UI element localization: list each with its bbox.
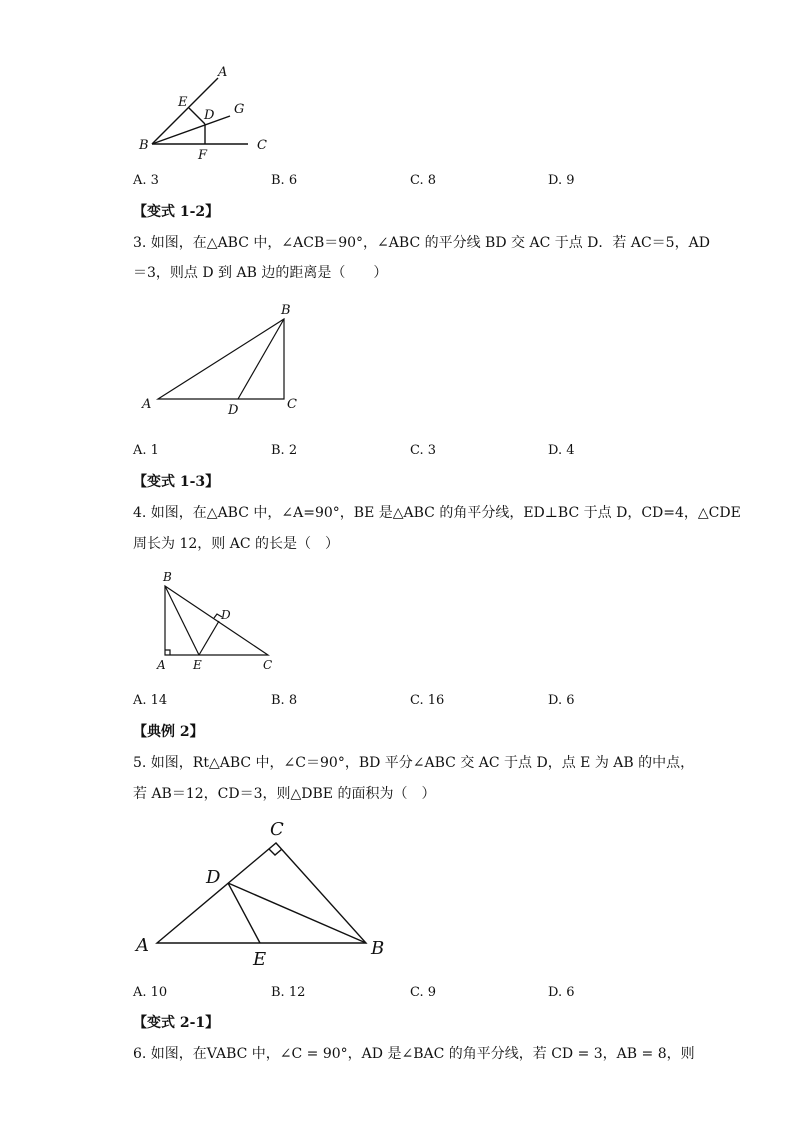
option-b: B. 2	[271, 443, 298, 458]
option-a: A. 3	[133, 173, 159, 188]
label-B: B	[281, 303, 291, 318]
label-A: A	[136, 935, 149, 956]
label-C: C	[270, 819, 284, 840]
label-E: E	[178, 95, 188, 110]
option-b: B. 6	[271, 173, 298, 188]
figure-right-triangle-4	[150, 568, 290, 676]
label-D: D	[221, 608, 231, 622]
label-C: C	[257, 138, 267, 153]
label-E: E	[253, 949, 267, 970]
option-a: A. 10	[133, 985, 168, 1000]
figure-angle-bisector-1	[130, 60, 280, 165]
option-d: D. 6	[548, 985, 575, 1000]
label-F: F	[198, 148, 208, 163]
label-B: B	[139, 138, 149, 153]
option-b: B. 8	[271, 693, 298, 708]
option-d: D. 6	[548, 693, 575, 708]
label-B: B	[163, 570, 172, 584]
question-5-line-2: 若 AB＝12，CD＝3，则△DBE 的面积为（ ）	[133, 786, 436, 802]
label-G: G	[234, 102, 245, 117]
option-b: B. 12	[271, 985, 306, 1000]
question-6-line-1: 6. 如图，在VABC 中，∠C = 90°，AD 是∠BAC 的角平分线，若 CD = 3，AB = 8，则	[133, 1046, 695, 1062]
section-heading: 【变式 2-1】	[133, 1015, 220, 1031]
section-heading: 【变式 1-3】	[133, 474, 220, 490]
option-a: A. 14	[133, 693, 168, 708]
label-E: E	[193, 658, 202, 672]
label-A: A	[218, 65, 228, 80]
figure-triangle-5	[130, 815, 400, 975]
option-d: D. 9	[548, 173, 575, 188]
figure-right-triangle-3	[130, 295, 320, 420]
label-C: C	[287, 397, 297, 412]
option-c: C. 3	[410, 443, 437, 458]
option-c: C. 16	[410, 693, 445, 708]
question-3-line-2: ＝3，则点 D 到 AB 边的距离是（ ）	[133, 265, 388, 281]
question-5-line-1: 5. 如图，Rt△ABC 中，∠C＝90°，BD 平分∠ABC 交 AC 于点 D，点 E 为 AB 的中点，	[133, 755, 695, 771]
question-3-line-1: 3. 如图，在△ABC 中，∠ACB＝90°，∠ABC 的平分线 BD 交 AC 于点 D．若 AC＝5，AD	[133, 235, 710, 251]
label-D: D	[204, 108, 215, 123]
label-B: B	[371, 938, 385, 959]
label-D: D	[228, 403, 239, 418]
option-c: C. 9	[410, 985, 437, 1000]
option-a: A. 1	[133, 443, 159, 458]
question-4-line-1: 4. 如图，在△ABC 中，∠A=90°，BE 是△ABC 的角平分线，ED⊥BC 于点 D，CD=4，△CDE	[133, 505, 741, 521]
label-D: D	[206, 867, 221, 888]
question-4-line-2: 周长为 12，则 AC 的长是（ ）	[133, 536, 339, 552]
option-d: D. 4	[548, 443, 575, 458]
section-heading: 【典例 2】	[133, 724, 204, 740]
section-heading: 【变式 1-2】	[133, 204, 220, 220]
option-c: C. 8	[410, 173, 437, 188]
label-A: A	[157, 658, 166, 672]
label-A: A	[142, 397, 152, 412]
label-C: C	[263, 658, 273, 672]
